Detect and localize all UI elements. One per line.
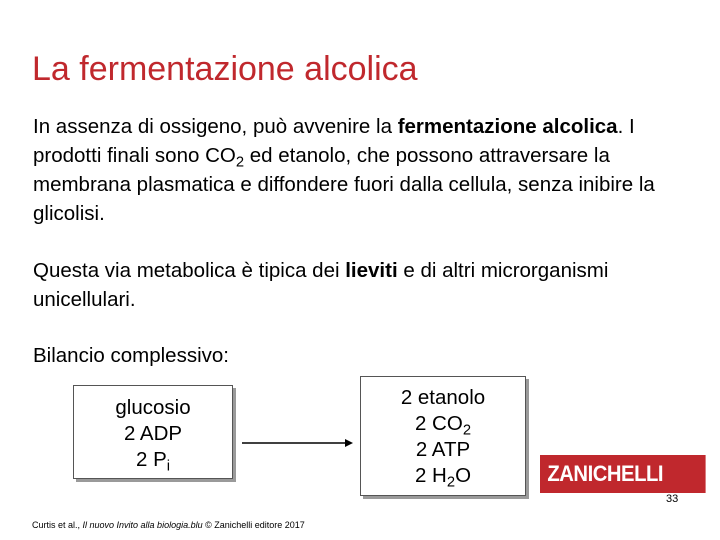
intro-text-2: . I prodotti finali sono CO: [33, 115, 635, 167]
product-water: [361, 463, 525, 489]
product-co2-sub: 2: [462, 422, 472, 439]
yeast-bold-term: lieviti: [345, 259, 398, 282]
reactant-adp: 2 ADP: [123, 422, 183, 445]
intro-bold-term: fermentazione alcolica: [397, 115, 618, 138]
intro-text-3: ed etanolo, che possono attraversare la membrana plasmatica e diffondere fuori dalla cellula, senza inibire la glicolisi.: [33, 144, 655, 225]
product-water-post: O: [455, 464, 472, 487]
product-co2-base: 2 CO: [414, 412, 463, 435]
reactant-glucose: glucosio: [115, 396, 191, 419]
intro-text-1: In assenza di ossigeno, può avvenire la: [33, 115, 398, 138]
reactant-pi-sub: i: [166, 458, 171, 475]
product-co2: [361, 411, 525, 437]
products-box: [360, 376, 526, 496]
credit-book-title: Il nuovo Invito alla biologia.blu: [82, 520, 203, 530]
yeast-text-2: e di altri microrganismi unicellulari.: [33, 259, 609, 311]
reactant-pi-base: 2 P: [135, 448, 167, 471]
intro-subscript: 2: [235, 154, 245, 171]
balance-label: Bilancio complessivo:: [33, 344, 229, 367]
reactants-box: [73, 385, 233, 479]
yeast-paragraph: [33, 256, 693, 314]
page-number: 33: [666, 493, 679, 505]
product-water-sub: 2: [446, 474, 456, 491]
reaction-arrow-icon: [242, 436, 354, 450]
product-ethanol: 2 etanolo: [400, 386, 486, 409]
slide-title: La fermentazione alcolica: [32, 50, 418, 88]
credit-authors: Curtis et al.,: [32, 520, 83, 530]
credit-publisher: © Zanichelli editore 2017: [202, 520, 305, 530]
intro-paragraph: [33, 112, 693, 228]
product-water-pre: 2 H: [414, 464, 447, 487]
product-atp: 2 ATP: [415, 438, 471, 461]
zanichelli-logo: ZANICHELLI: [540, 455, 706, 493]
reactant-pi: [74, 447, 232, 473]
yeast-text-1: Questa via metabolica è tipica dei: [33, 259, 346, 282]
credit-line: [32, 520, 305, 530]
